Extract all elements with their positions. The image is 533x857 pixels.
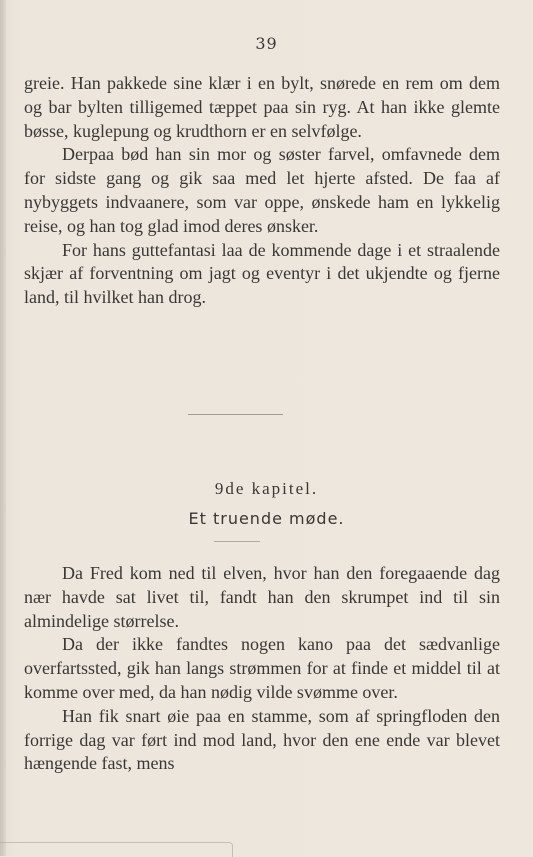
paragraph: Da der ikke fandtes nogen kano paa det sædvanlige overfartssted, gik han langs strømmen for at finde et middel til at komme over med, da han nødig vilde svømme over. [24, 634, 500, 702]
text-block-bottom [24, 562, 500, 776]
paragraph: Da Fred kom ned til elven, hvor han den foregaaende dag nær havde sat livet til, fandt han den skrumpet ind til sin almindelige størrelse. [24, 563, 500, 631]
chapter-title: Et truende møde. [188, 509, 345, 528]
paragraph-continuation: greie. Han pakkede sine klær i en bylt, snørede en rem om dem og bar bylten tilligemed tæppet paa sin ryg. At han ikke glemte bøsse, kuglepung og krudthorn er en selvfølge. [24, 73, 500, 141]
chapter-label: 9de kapitel. [214, 479, 319, 498]
page-left-edge [0, 0, 6, 856]
paragraph: For hans guttefantasi laa de kommende dage i et straalende skjær af forventning om jagt og eventyr i det ukjendte og fjerne land, til hvilket han drog. [24, 239, 500, 308]
scan-edge-mark [0, 842, 233, 857]
section-divider [188, 414, 283, 415]
paragraph: Han fik snart øie paa en stamme, som af springfloden den forrige dag var ført ind mod land, hvor den ene ende var blevet hængende fast, mens [24, 705, 500, 774]
paragraph: Derpaa bød han sin mor og søster farvel, omfavnede dem for sidste gang og gik saa med let hjerte afsted. De faa af nybyggets indvaanere, som var oppe, ønskede ham en lykkelig reise, og han tog glad imod deres ønsker. [24, 144, 500, 236]
page-number: 39 [255, 34, 278, 53]
text-block-top [24, 72, 500, 310]
title-divider [214, 541, 260, 542]
